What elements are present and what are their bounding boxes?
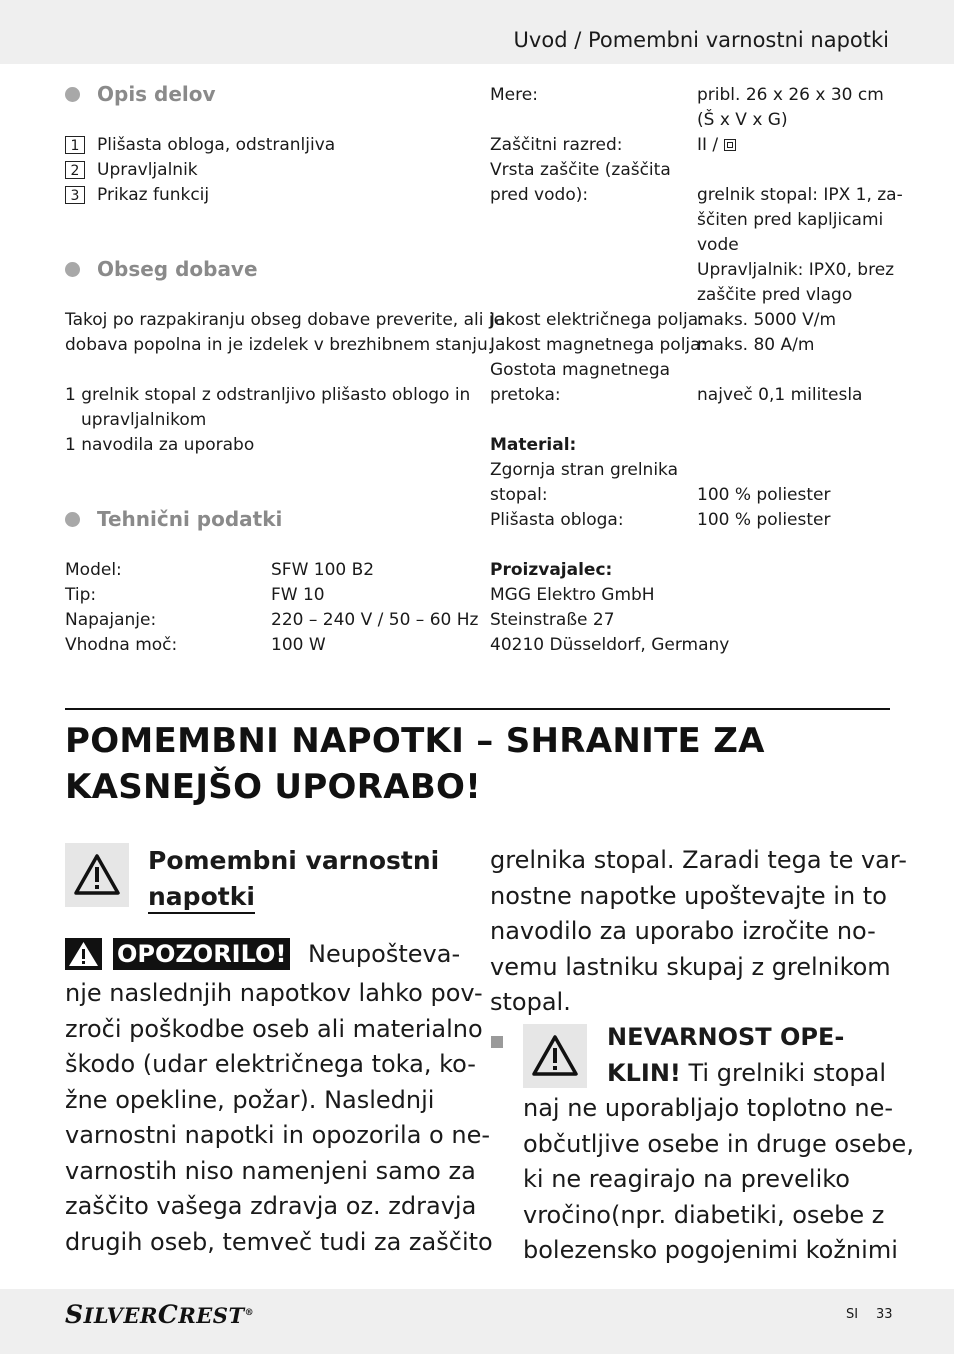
safety-left-text: [65, 976, 493, 1260]
material-heading: Material:: [490, 435, 577, 455]
protection-class-ii-icon: [724, 139, 736, 151]
section-heading-opis: Opis delov: [97, 82, 216, 106]
spec-value-zascita-line-4: Upravljalnik: IPX0, brez: [697, 260, 895, 280]
burn-line: bolezensko pogojenimi kožnimi: [523, 1236, 898, 1264]
safety-right-line: vemu lastniku skupaj z grelnikom: [490, 952, 891, 981]
spec-label-plisasta: Plišasta obloga:: [490, 510, 624, 530]
spec-label-zgornja-line-2: stopal:: [490, 485, 548, 505]
burn-line: vročino(npr. diabetiki, osebe z: [523, 1200, 885, 1229]
spec-label-mag: Jakost magnetnega polja:: [490, 335, 707, 355]
spec-label-tip: Tip:: [65, 585, 97, 605]
section-divider: [65, 708, 890, 710]
spec-value-zgornja: 100 % poliester: [697, 485, 831, 505]
burn-text: [523, 1091, 914, 1269]
burn-warning-box: [523, 1024, 587, 1088]
spec-label-zascita-line-1: Vrsta zaščite (zaščita: [490, 160, 671, 180]
spec-value-model: SFW 100 B2: [271, 560, 375, 580]
burn-first-rest: Ti grelniki stopal: [688, 1059, 887, 1087]
burn-heading-word: KLIN!: [607, 1059, 681, 1087]
spec-value-gostota: največ 0,1 militesla: [697, 385, 863, 405]
safety-left-line: žne opekline, požar). Naslednji: [65, 1085, 435, 1114]
proizvajalec-line-3: 40210 Düsseldorf, Germany: [490, 635, 730, 655]
safety-left-line: škodo (udar električnega toka, ko-: [65, 1050, 476, 1078]
spec-value-plisasta: 100 % poliester: [697, 510, 831, 530]
safety-heading: [148, 843, 439, 915]
burn-line: ki ne reagirajo na preveliko: [523, 1165, 850, 1193]
safety-left-line: varnostih niso namenjeni samo za: [65, 1156, 476, 1185]
burn-heading-line-1: NEVARNOST OPE-: [607, 1023, 845, 1051]
proizvajalec-line-1: MGG Elektro GmbH: [490, 585, 655, 605]
safety-left-line: varnostni napotki in opozorila o ne-: [65, 1121, 490, 1149]
spec-label-mere: Mere:: [490, 85, 538, 105]
page-header-title: Uvod / Pomembni varnostni napotki: [513, 28, 889, 52]
footer-language-code: SI: [846, 1307, 859, 1322]
safety-left-line: nje naslednjih napotkov lahko pov-: [65, 979, 483, 1007]
spec-value-tip: FW 10: [271, 585, 325, 605]
obseg-item-1-line-2: upravljalnikom: [81, 410, 207, 430]
safety-right-line: grelnika stopal. Zaradi tega te var-: [490, 846, 907, 874]
section-heading-obseg: Obseg dobave: [97, 257, 258, 281]
proizvajalec-line-2: Steinstraße 27: [490, 610, 615, 630]
part-label-3: Prikaz funkcij: [97, 185, 210, 205]
opozorilo-icon-box: [65, 938, 102, 970]
spec-value-razred: [697, 133, 736, 158]
warning-first-word: Neupošteva-: [308, 940, 461, 968]
safety-heading-line-2: napotki: [148, 882, 255, 914]
spec-value-napajanje: 220 – 240 V / 50 – 60 Hz: [271, 610, 479, 630]
spec-value-mere-line-1: pribl. 26 x 26 x 30 cm: [697, 85, 884, 105]
spec-label-model: Model:: [65, 560, 122, 580]
obseg-paragraph-line-1: Takoj po razpakiranju obseg dobave preverite, ali je: [65, 310, 505, 330]
spec-value-moc: 100 W: [271, 635, 326, 655]
spec-value-zascita-line-3: vode: [697, 235, 739, 255]
main-title-line-1: POMEMBNI NAPOTKI – SHRANITE ZA: [65, 721, 765, 761]
safety-right-line: nostne napotke upoštevajte in to: [490, 881, 887, 910]
warning-triangle-icon: [65, 843, 129, 907]
proizvajalec-heading: Proizvajalec:: [490, 560, 613, 580]
obseg-item-1-line-1: 1 grelnik stopal z odstranljivo plišasto oblogo in: [65, 385, 471, 405]
spec-value-zascita-line-5: zaščite pred vlago: [697, 285, 853, 305]
warning-triangle-icon: [65, 938, 102, 970]
obseg-item-2: 1 navodila za uporabo: [65, 435, 255, 455]
obseg-paragraph-line-2: dobava popolna in je izdelek v brezhibnem stanju.: [65, 335, 494, 355]
safety-left-line: drugih oseb, temveč tudi za zaščito: [65, 1227, 493, 1256]
part-number-2: 2: [65, 161, 85, 179]
section-heading-tehnicni: Tehnični podatki: [97, 507, 283, 531]
spec-value-mag: maks. 80 A/m: [697, 335, 815, 355]
spec-label-razred: Zaščitni razred:: [490, 135, 623, 155]
burn-line: občutljive osebe in druge osebe,: [523, 1129, 914, 1158]
footer-page-number: 33: [876, 1307, 893, 1322]
spec-label-elek: Jakost električnega polja:: [490, 310, 704, 330]
spec-label-zascita-line-2: pred vodo):: [490, 185, 589, 205]
section-bullet: [65, 512, 80, 527]
part-label-1: Plišasta obloga, odstranljiva: [97, 135, 336, 155]
section-bullet: [65, 87, 80, 102]
spec-value-zascita-line-2: ščiten pred kapljicami: [697, 210, 884, 230]
warning-triangle-icon: [523, 1024, 587, 1088]
burn-heading-line-2: [607, 1056, 886, 1092]
section-bullet: [65, 262, 80, 277]
brand-logo: SILVERCREST®: [65, 1300, 255, 1329]
part-label-2: Upravljalnik: [97, 160, 198, 180]
warning-box: [65, 843, 129, 907]
spec-label-moc: Vhodna moč:: [65, 635, 178, 655]
main-title: [65, 718, 765, 810]
spec-value-razred-text: II /: [697, 135, 719, 155]
main-title-line-2: KASNEJŠO UPORABO!: [65, 767, 482, 807]
spec-value-mere-line-2: (Š x V x G): [697, 110, 788, 130]
safety-left-line: zaščito vašega zdravja oz. zdravja: [65, 1192, 477, 1220]
safety-heading-line-1: Pomembni varnostni: [148, 846, 440, 875]
safety-right-line: navodilo za uporabo izročite no-: [490, 917, 876, 945]
spec-label-gostota-line-1: Gostota magnetnega: [490, 360, 671, 380]
burn-line: naj ne uporabljajo toplotno ne-: [523, 1094, 894, 1122]
spec-label-gostota-line-2: pretoka:: [490, 385, 561, 405]
safety-right-line: stopal.: [490, 988, 571, 1016]
spec-label-napajanje: Napajanje:: [65, 610, 157, 630]
part-number-3: 3: [65, 186, 85, 204]
safety-right-text: [490, 843, 907, 1021]
part-number-1: 1: [65, 136, 85, 154]
opozorilo-tag: OPOZORILO!: [113, 938, 290, 970]
spec-value-zascita-line-1: grelnik stopal: IPX 1, za-: [697, 185, 903, 205]
spec-label-zgornja-line-1: Zgornja stran grelnika: [490, 460, 679, 480]
list-bullet: [491, 1036, 503, 1048]
safety-left-line: zroči poškodbe oseb ali materialno: [65, 1014, 483, 1043]
spec-value-elek: maks. 5000 V/m: [697, 310, 837, 330]
